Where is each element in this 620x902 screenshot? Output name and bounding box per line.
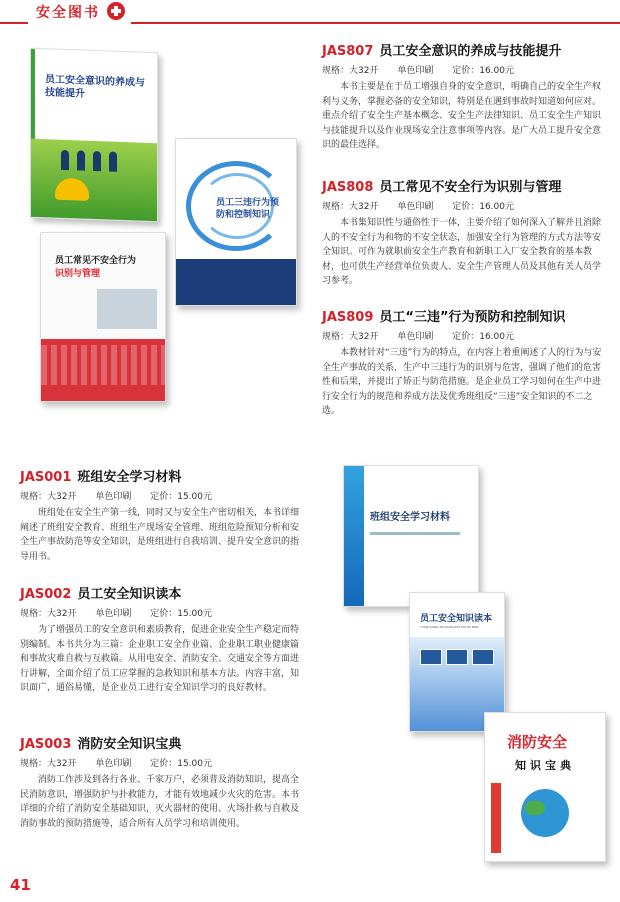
cover-subtitle: YUAN GONG AN QUAN ZHI SHI DU BEN xyxy=(420,625,479,629)
book-entry-jas808 xyxy=(322,176,606,289)
book-title: 员工安全知识读本 xyxy=(77,587,182,602)
book-price: 定价：16.00元 xyxy=(452,66,514,76)
book-specs xyxy=(322,329,606,342)
cover-subtitle: 知识宝典 xyxy=(515,759,575,772)
book-print: 单色印刷 xyxy=(397,202,434,212)
cover-title-line-1: 员工常见不安全行为 xyxy=(55,256,137,266)
book-price: 定价：16.00元 xyxy=(452,202,514,212)
book-specs xyxy=(20,489,300,502)
book-specs xyxy=(20,606,300,619)
cover-subtitle-line xyxy=(370,532,460,535)
book-price: 定价：15.00元 xyxy=(150,609,212,619)
book-cover-jas002 xyxy=(409,592,505,732)
book-specs xyxy=(322,63,606,76)
red-cross-icon xyxy=(107,2,125,20)
cover-title: 消防安全 xyxy=(507,733,568,751)
cover-title xyxy=(55,255,136,281)
book-entry-jas001 xyxy=(20,466,300,564)
book-entry-jas807 xyxy=(322,40,606,153)
worker-figure-icon xyxy=(61,150,69,170)
worker-figure-icon xyxy=(109,152,117,172)
book-title: 员工常见不安全行为识别与管理 xyxy=(379,180,562,195)
book-code: JAS809 xyxy=(322,310,374,325)
cover-title: 员工三违行为预防和控制知识 xyxy=(216,198,280,220)
book-description: 本教材针对“三违”行为的特点，在内容上着重阐述了人的行为与安全生产事故的关系，生产中三违行为的识别与危害，强调了他们的危害性和后果，并提出了矫正与防范措施。是企业员工学习如何在生产中进行安全行为的规范和养成方法及优秀班组反“三违”安全知识的不二之选。 xyxy=(322,348,602,416)
cover-photo xyxy=(97,289,157,329)
header-tab xyxy=(28,2,131,24)
cover-title: 员工安全意识的养成与技能提升 xyxy=(45,74,145,100)
book-cover-jas003 xyxy=(484,712,606,862)
book-format: 规格：大32开 xyxy=(20,492,77,502)
screen-graphic xyxy=(472,649,494,665)
entry-heading xyxy=(322,306,606,325)
section-title: 安全图书 xyxy=(36,5,100,21)
book-code: JAS807 xyxy=(322,44,374,59)
book-title: 员工“三违”行为预防和控制知识 xyxy=(379,310,566,325)
cover-title-line-2: 识别与管理 xyxy=(55,269,101,279)
screen-graphic xyxy=(446,649,468,665)
book-title: 班组安全学习材料 xyxy=(77,470,182,485)
book-print: 单色印刷 xyxy=(95,609,132,619)
book-format: 规格：大32开 xyxy=(20,759,77,769)
entry-heading xyxy=(20,466,300,485)
book-description: 消防工作涉及到各行各业、千家万户，必须普及消防知识，提高全民消防意识，增强防护与扑救能力，才能有效地减少火灾的危害。本书详细的介绍了消防安全基础知识，灭火器材的使用、火场扑救与自救及消防事故的预防措施等，适合所有人员学习和培训使用。 xyxy=(20,775,300,829)
book-price: 定价：15.00元 xyxy=(150,759,212,769)
book-description: 本书集知识性与通俗性于一体，主要介绍了如何深入了解并且消除人的不安全行为和物的不安全状态，加强安全行为管理的方式方法等安全知识。可作为就职前安全生产教育和新职工入厂安全教育的基本教材，也可供生产经营单位负责人、安全生产管理人员及其他有关人员学习参考。 xyxy=(322,218,602,286)
cover-title: 员工安全知识读本 xyxy=(420,614,493,624)
cover-spine-band xyxy=(344,466,364,607)
book-print: 单色印刷 xyxy=(95,492,132,502)
globe-land-graphic xyxy=(525,801,545,815)
book-print: 单色印刷 xyxy=(95,759,132,769)
book-format: 规格：大32开 xyxy=(20,609,77,619)
book-cover-jas808 xyxy=(40,232,166,402)
book-code: JAS002 xyxy=(20,587,72,602)
book-print: 单色印刷 xyxy=(397,332,434,342)
book-entry-jas003 xyxy=(20,733,300,831)
entry-heading xyxy=(20,733,300,752)
book-format: 规格：大32开 xyxy=(322,332,379,342)
cover-red-stripe xyxy=(491,783,501,853)
book-cover-jas001 xyxy=(343,465,479,607)
page-number: 41 xyxy=(10,876,31,894)
book-title: 员工安全意识的养成与技能提升 xyxy=(379,44,562,59)
book-format: 规格：大32开 xyxy=(322,202,379,212)
book-title: 消防安全知识宝典 xyxy=(77,737,182,752)
book-description: 为了增强员工的安全意识和素质教育，促进企业安全生产稳定而特别编制。本书共分为三篇：企业职工安全作业篇、企业职工职业健康篇和事故灾难自救与互救篇。从用电安全、消防安全、交通安全等方面进行讲解，全面介绍了员工应掌握的急救知识和基本方法。内容丰富，知识面广，通俗易懂，是企业员工进行安全知识学习的良好教材。 xyxy=(20,625,300,693)
entry-heading xyxy=(20,583,300,602)
worker-figure-icon xyxy=(93,151,101,171)
book-price: 定价：16.00元 xyxy=(452,332,514,342)
book-specs xyxy=(322,199,606,212)
cover-bar-pattern xyxy=(41,345,166,385)
cover-title: 班组安全学习材料 xyxy=(370,512,450,523)
section-header xyxy=(0,0,620,30)
book-code: JAS808 xyxy=(322,180,374,195)
book-description: 班组处在安全生产第一线，同时又与安全生产密切相关，本书详细阐述了班组安全教育、班组生产现场安全管理、班组危险预知分析和安全生产事故防范等安全知识，是班组进行自我培训、提升安全意识的指导用书。 xyxy=(20,508,300,562)
book-cover-jas809 xyxy=(175,138,297,306)
book-entry-jas809 xyxy=(322,306,606,419)
screen-graphic xyxy=(420,649,442,665)
book-code: JAS003 xyxy=(20,737,72,752)
book-cover-jas807 xyxy=(30,48,158,222)
worker-figure-icon xyxy=(77,150,85,170)
book-price: 定价：15.00元 xyxy=(150,492,212,502)
book-print: 单色印刷 xyxy=(397,66,434,76)
book-code: JAS001 xyxy=(20,470,72,485)
entry-heading xyxy=(322,40,606,59)
cover-navy-band xyxy=(176,259,297,306)
book-specs xyxy=(20,756,300,769)
book-entry-jas002 xyxy=(20,583,300,696)
book-description: 本书主要是在于员工增强自身的安全意识，明确自己的安全生产权利与义务，掌握必备的安全知识，特别是在遇到事故时知道如何应对。重点介绍了安全生产基本概念、安全生产法律知识、员工安全生产知识与技能提升以及作业现场安全注意事项等内容。是广大员工提升安全意识的最佳选择。 xyxy=(322,82,602,150)
book-format: 规格：大32开 xyxy=(322,66,379,76)
entry-heading xyxy=(322,176,606,195)
